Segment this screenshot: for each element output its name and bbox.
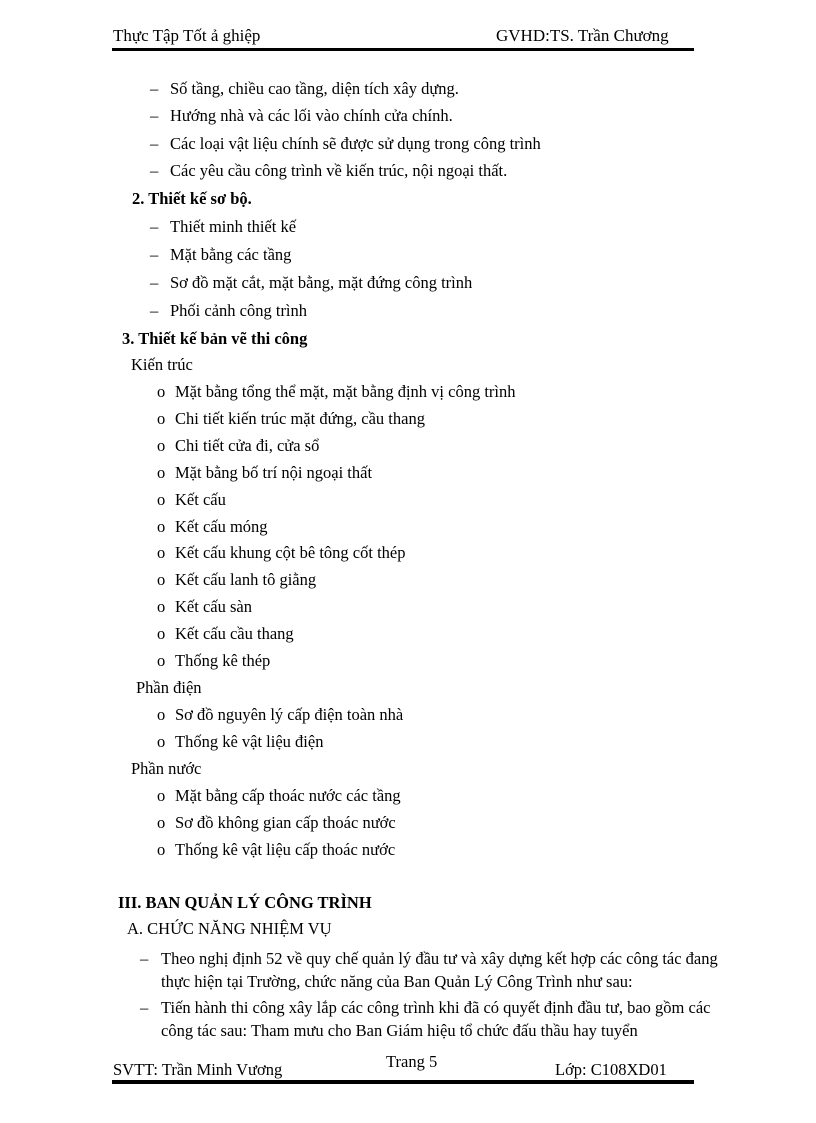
list-item: – Các yêu cầu công trình về kiến trúc, nội ngoại thất. bbox=[150, 161, 508, 180]
list-item: o Kết cấu cầu thang bbox=[157, 624, 294, 643]
header-right: GVHD:TS. Trần Chương bbox=[496, 26, 669, 45]
list-item: – Số tầng, chiều cao tầng, diện tích xây dựng. bbox=[150, 79, 459, 98]
list-item: o Mặt bằng tổng thể mặt, mặt bằng định vị công trình bbox=[157, 382, 516, 401]
header-left: Thực Tập Tốt ả ghiệp bbox=[113, 26, 261, 45]
list-item: – Sơ đồ mặt cắt, mặt bằng, mặt đứng công trình bbox=[150, 273, 473, 292]
list-item: o Thống kê vật liệu cấp thoác nước bbox=[157, 840, 396, 859]
list-item: – Phối cảnh công trình bbox=[150, 301, 308, 320]
elec-label: Phần điện bbox=[136, 678, 202, 697]
list-item: o Chi tiết cửa đi, cửa sổ bbox=[157, 436, 320, 455]
list-item: o Kết cấu bbox=[157, 490, 226, 509]
list-item: – Các loại vật liệu chính sẽ được sử dụng trong công trình bbox=[150, 134, 541, 153]
header-rule bbox=[112, 48, 694, 51]
page-number: Trang 5 bbox=[386, 1052, 438, 1071]
list-item: o Kết cấu sàn bbox=[157, 597, 252, 616]
section-iii-subheading: A. CHỨC NĂNG NHIỆM VỤ bbox=[127, 919, 332, 938]
list-item: – Thiết minh thiết kế bbox=[150, 217, 297, 236]
footer-left: SVTT: Trần Minh Vương bbox=[113, 1060, 283, 1079]
list-item: o Sơ đồ nguyên lý cấp điện toàn nhà bbox=[157, 705, 404, 724]
paragraph: – Theo nghị định 52 về quy chế quản lý đầu tư và xây dựng kết hợp các công tác đang thực hiện tại Trường, chức năng của Ban Quản Lý Công Trình như sau: bbox=[140, 949, 718, 991]
list-item: o Kết cấu móng bbox=[157, 517, 268, 536]
footer-rule bbox=[112, 1080, 694, 1084]
section-iii-heading: III. BAN QUẢN LÝ CÔNG TRÌNH bbox=[118, 893, 372, 912]
footer-right: Lớp: C108XD01 bbox=[555, 1060, 667, 1079]
list-item: o Sơ đồ không gian cấp thoác nước bbox=[157, 813, 396, 832]
list-item: o Chi tiết kiến trúc mặt đứng, cầu thang bbox=[157, 409, 425, 428]
list-item: o Kết cấu khung cột bê tông cốt thép bbox=[157, 543, 406, 562]
list-item: – Hướng nhà và các lối vào chính cửa chính. bbox=[150, 106, 453, 125]
list-item: o Mặt bằng cấp thoác nước các tầng bbox=[157, 786, 401, 805]
paragraph: – Tiến hành thi công xây lắp các công trình khi đã có quyết định đầu tư, bao gồm các công tác sau: Tham mưu cho Ban Giám hiệu tổ chức đấu thầu hay tuyển bbox=[140, 998, 711, 1040]
water-label: Phần nước bbox=[131, 759, 202, 778]
list-item: o Thống kê thép bbox=[157, 651, 271, 670]
section-3-heading: 3. Thiết kế bản vẽ thi công bbox=[122, 329, 308, 348]
arch-label: Kiến trúc bbox=[131, 355, 193, 374]
list-item: o Thống kê vật liệu điện bbox=[157, 732, 324, 751]
list-item: o Kết cấu lanh tô giằng bbox=[157, 570, 317, 589]
list-item: o Mặt bằng bố trí nội ngoại thất bbox=[157, 463, 373, 482]
list-item: – Mặt bằng các tầng bbox=[150, 245, 292, 264]
section-2-heading: 2. Thiết kế sơ bộ. bbox=[132, 189, 252, 208]
